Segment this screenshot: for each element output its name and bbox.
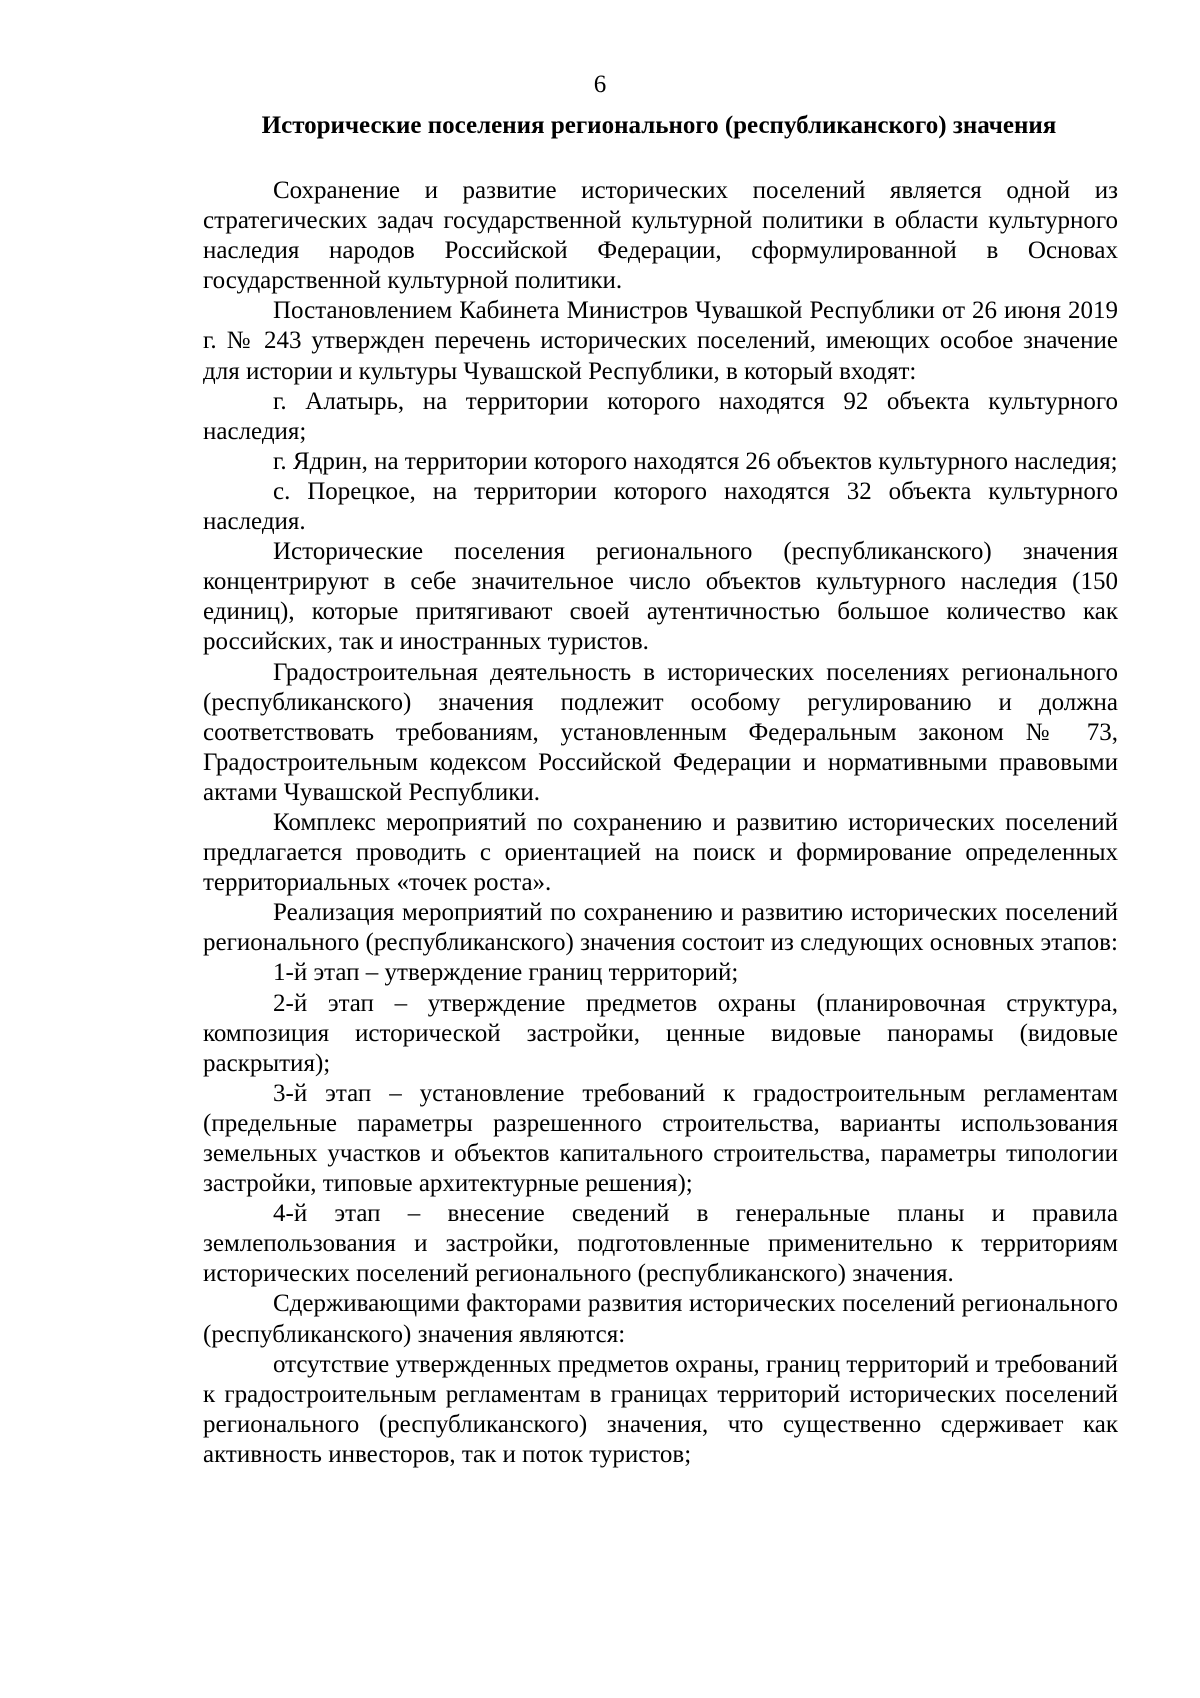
list-item: отсутствие утвержденных предметов охраны, границ территорий и требований к градостроительным регламентам в границах территорий исторических поселений регионального (республиканского) значения, что существенно сдерживает как активность инвесторов, так и поток туристов; xyxy=(203,1350,1118,1468)
section-heading: Исторические поселения регионального (республиканского) значения xyxy=(261,112,1057,139)
page-number: 6 xyxy=(593,71,607,98)
list-item: 1-й этап – утверждение границ территорий; xyxy=(273,959,739,987)
paragraph: Постановлением Кабинета Министров Чувашкой Республики от 26 июня 2019 г. № 243 утвержден перечень исторических поселений, имеющих особое значение для истории и культуры Чувашской Республики, в который входят: xyxy=(203,297,1118,385)
paragraph: Сдерживающими факторами развития исторических поселений регионального (республиканского) значения являются: xyxy=(203,1290,1118,1348)
list-item: 4-й этап – внесение сведений в генеральные планы и правила землепользования и застройки, подготовленные применительно к территориям исторических поселений регионального (республиканского) значения. xyxy=(203,1200,1118,1288)
paragraph: Сохранение и развитие исторических поселений является одной из стратегических задач государственной культурной политики в области культурного наследия народов Российской Федерации, сформулированной в Основах государственной культурной политики. xyxy=(203,177,1118,295)
list-item: 2-й этап – утверждение предметов охраны (планировочная структура, композиция исторической застройки, ценные видовые панорамы (видовые раскрытия); xyxy=(203,989,1118,1077)
paragraph: Комплекс мероприятий по сохранению и развитию исторических поселений предлагается проводить с ориентацией на поиск и формирование определенных территориальных «точек роста». xyxy=(203,808,1118,897)
paragraph: Исторические поселения регионального (республиканского) значения концентрируют в себе значительное число объектов культурного наследия (150 единиц), которые притягивают своей аутентичностью большое количество как российских, так и иностранных туристов. xyxy=(203,538,1118,656)
document-body xyxy=(203,176,1118,1470)
paragraph: Градостроительная деятельность в исторических поселениях регионального (республиканского) значения подлежит особому регулированию и должна соответствовать требованиям, установленным Федеральным законом № 73, Градостроительным кодексом Российской Федерации и нормативными правовыми актами Чувашской Республики. xyxy=(203,658,1118,806)
list-item: 3-й этап – установление требований к градостроительным регламентам (предельные параметры разрешенного строительства, варианты использования земельных участков и объектов капитального строительства, параметры типологии застройки, типовые архитектурные решения); xyxy=(203,1079,1118,1198)
list-item: г. Алатырь, на территории которого находятся 92 объекта культурного наследия; xyxy=(203,387,1118,445)
paragraph: Реализация мероприятий по сохранению и развитию исторических поселений регионального (республиканского) значения состоит из следующих основных этапов: xyxy=(203,899,1118,957)
list-item: г. Ядрин, на территории которого находятся 26 объектов культурного наследия; xyxy=(273,447,1118,475)
list-item: с. Порецкое, на территории которого находятся 32 объекта культурного наследия. xyxy=(203,477,1118,536)
